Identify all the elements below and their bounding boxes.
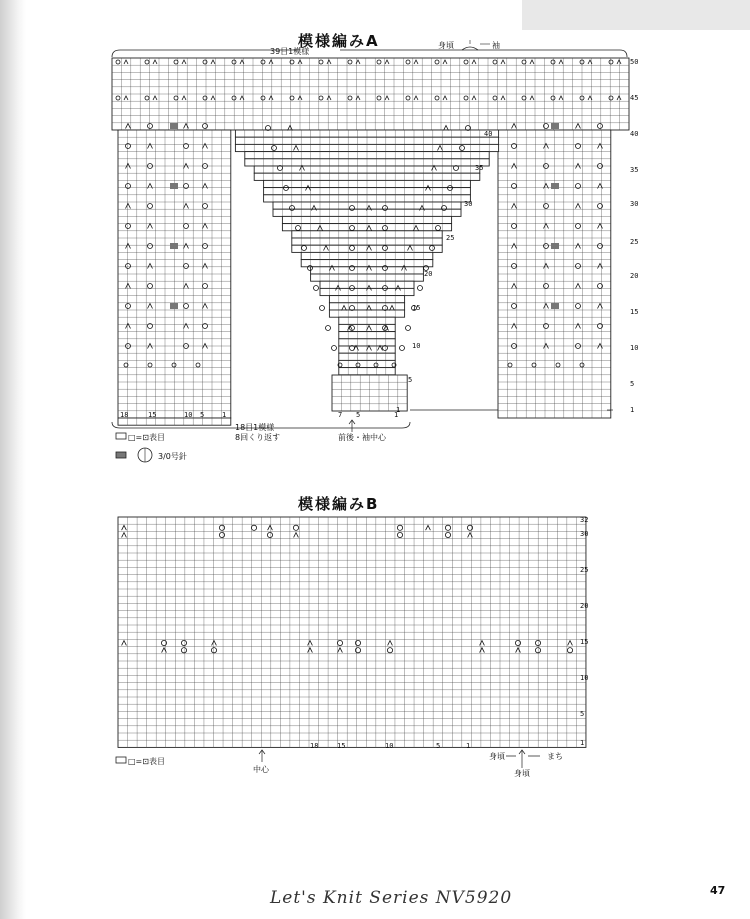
chart-a-row-number: 20 <box>630 272 639 280</box>
chart-a-repeat-times-label: 8回くり返す <box>235 433 281 442</box>
chart-a-row-number: 45 <box>630 94 639 102</box>
chart-b-body-label: 身頃 <box>489 752 505 761</box>
chart-a-row-number: 50 <box>630 58 639 66</box>
chart-a-column-number: 15 <box>148 411 157 419</box>
chart-a-center-row-number: 20 <box>424 270 433 278</box>
chart-b-row-number: 10 <box>580 674 589 683</box>
chart-a-row-number: 35 <box>630 166 639 174</box>
chart-b-title: 模様編みB <box>298 495 380 513</box>
chart-a-column-number: 18 <box>120 411 129 419</box>
chart-b-column-number: 15 <box>337 742 346 750</box>
chart-a-legend-knit: □=⊡表目 <box>128 433 165 442</box>
chart-a-row-number: 25 <box>630 238 639 246</box>
chart-a-body-label: 身頃 <box>438 41 454 50</box>
chart-a-column-number: 5 <box>200 411 205 419</box>
chart-a-center-row-number: 35 <box>475 164 484 172</box>
chart-a-row-number: 40 <box>630 130 639 138</box>
chart-a-center-label: 前後・袖中心 <box>338 433 386 442</box>
chart-b-row-number: 15 <box>580 638 589 647</box>
chart-a-center-column-number: 5 <box>356 411 361 419</box>
chart-a-row-number: 10 <box>630 344 639 352</box>
chart-a-column-number: 1 <box>222 411 227 419</box>
chart-b-gusset-label: まち <box>547 752 563 761</box>
chart-a-row-number: 1 <box>630 406 635 414</box>
chart-a-center-row-number: 1 <box>396 406 401 414</box>
chart-b-row-number: 5 <box>580 710 585 719</box>
chart-a-center-row-number: 25 <box>446 234 455 242</box>
chart-b-row-number: 20 <box>580 602 589 611</box>
chart-b-row-number: 32 <box>580 516 589 524</box>
chart-a-legend-needle: 3/0号針 <box>158 452 187 461</box>
chart-a-row-number: 15 <box>630 308 639 316</box>
chart-a-center-column-number: 7 <box>338 411 343 419</box>
chart-a-title: 模様編みA <box>298 32 380 50</box>
chart-b-column-number: 5 <box>436 742 441 750</box>
chart-b-row-number: 25 <box>580 566 589 575</box>
chart-b-column-number: 18 <box>310 742 319 750</box>
chart-b-column-number: 10 <box>385 742 394 750</box>
chart-a-stitch-count-label: 39目1模様 <box>270 47 310 56</box>
series-footer: Let's Knit Series NV5920 <box>270 888 513 908</box>
chart-a-row-number: 5 <box>630 380 635 388</box>
chart-a-center-row-number: 10 <box>412 342 421 350</box>
chart-a-center-row-number: 5 <box>408 376 413 384</box>
chart-a-center-row-number: 40 <box>484 130 493 138</box>
chart-b-row-number: 30 <box>580 530 589 539</box>
chart-b-legend-knit: □=⊡表目 <box>128 757 165 766</box>
chart-b-column-number: 1 <box>466 742 471 750</box>
chart-a-center-row-number: 30 <box>464 200 473 208</box>
chart-a-sleeve-label: 袖 <box>492 41 500 50</box>
chart-a-center-column-number: 1 <box>394 411 399 419</box>
chart-a-row-number: 30 <box>630 200 639 208</box>
page-number: 47 <box>710 884 726 897</box>
chart-b-row-number: 1 <box>580 739 585 748</box>
chart-b-body-label-2: 身頃 <box>514 769 530 778</box>
chart-a-repeat-label: 18目1模様 <box>235 423 275 432</box>
chart-a-column-number: 10 <box>184 411 193 419</box>
chart-b-center-label: 中心 <box>253 765 269 774</box>
chart-a-center-row-number: 15 <box>412 304 421 312</box>
